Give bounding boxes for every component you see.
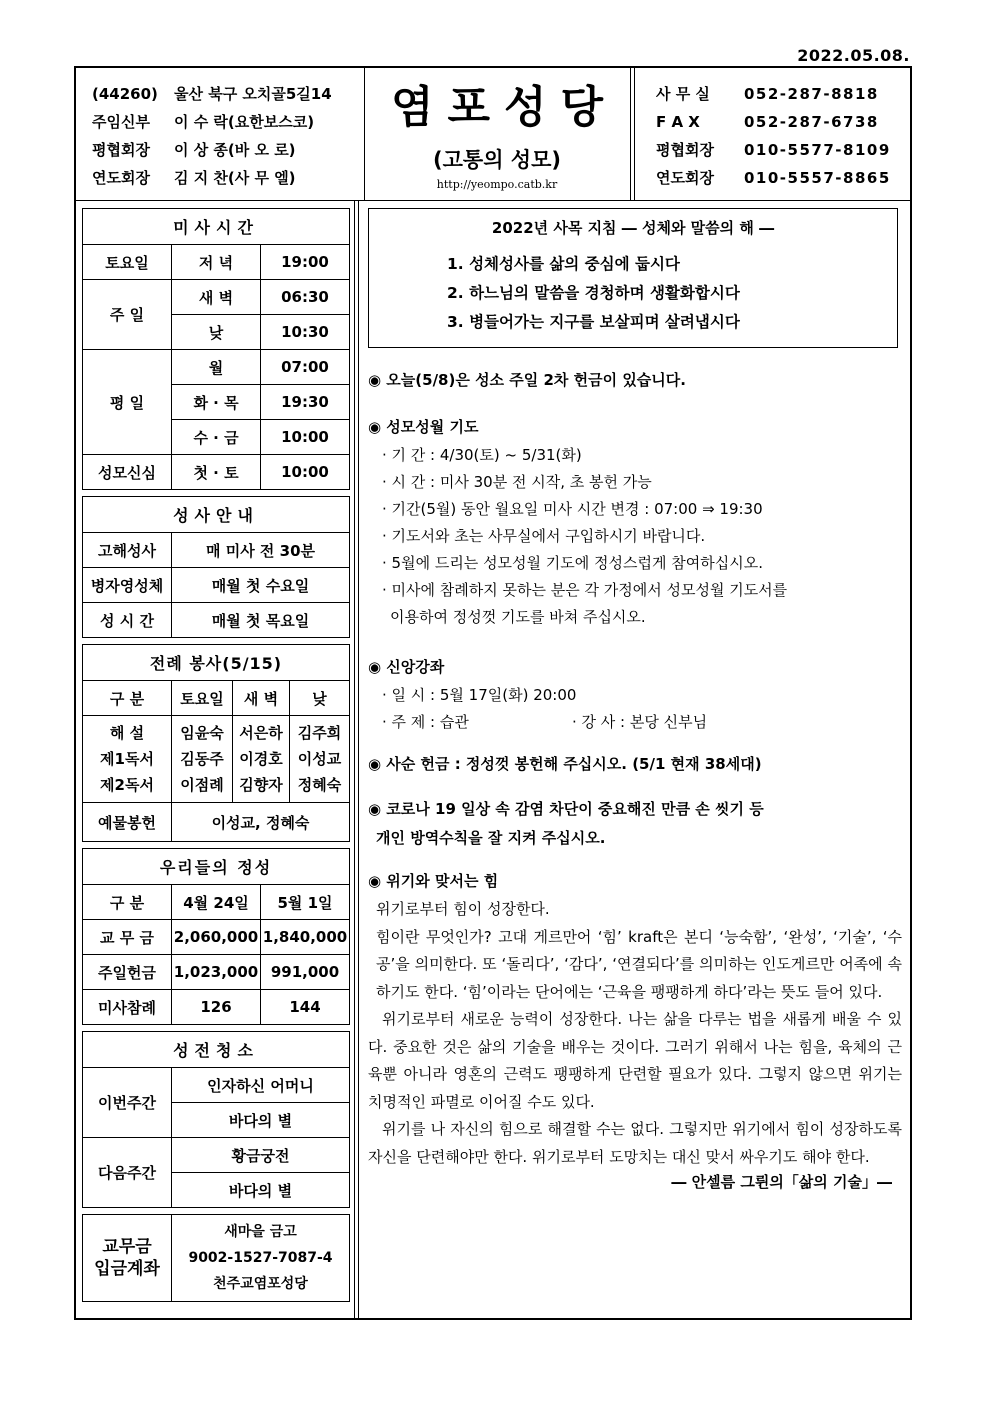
table-row: 성모신심 첫 · 토 10:00 (83, 455, 350, 490)
policy-item: 2. 하느님의 말씀을 경청하며 생활화합시다 (447, 284, 740, 302)
table-row: 교무금 입금계좌 새마을 금고 9002-1527-7087-4 천주교염포성당 (83, 1215, 350, 1302)
parish-subtitle: (고통의 성모) (433, 148, 561, 172)
info-row: 연도회장 김 지 찬(사 무 엘) (92, 169, 296, 187)
table-row: 화 · 목 19:30 (83, 385, 350, 420)
info-row: 평협회장 이 상 종(바 오 로) (92, 141, 296, 159)
notice-lent-offering: ◉ 사순 헌금 : 정성껏 봉헌해 주십시오. (5/1 현재 38세대) (368, 755, 762, 773)
table-row: 예물봉헌 이성교, 정혜숙 (83, 803, 350, 842)
parish-url[interactable]: http://yeompo.catb.kr (436, 178, 558, 191)
info-row: 주임신부 이 수 락(요한보스코) (92, 113, 315, 131)
table-row: 주 일 새 벽 06:30 (83, 280, 350, 315)
title-block (366, 68, 628, 191)
notice-faith-lecture: ◉ 신앙강좌 · 일 시 : 5월 17일(화) 20:00 · 주 제 : 습관 · 강 사 : 본당 신부님 (368, 658, 708, 731)
table-row: 수 · 금 10:00 (83, 420, 350, 455)
sacraments-table (82, 496, 350, 638)
contact-row: F A X 052-287-6738 (656, 113, 879, 131)
contact-row: 연도회장 010-5557-8865 (656, 169, 891, 187)
contact-row: 사 무 실 052-287-8818 (656, 85, 879, 103)
article-body: 위기로부터 힘이 성장한다. 힘이란 무엇인가? 고대 게르만어 ‘힘’ kraft은 본디 ‘능숙함’, ‘완성’, ‘기술’, ‘수공’을 의미한다. 또 ‘돌리다’, ‘감다’, ‘연결되다’를 의미하는 인도게르만 어족에 속하기도 한다. ‘힘’이라는 단어에는 ‘근육을 팽팽하게 하다’라는 뜻도 들어 있다. 위기로부터 새로운 능력이 성장한다. 나는 삶을 다루는 법을 새롭게 배울 수 있다. 중요한 것은 삶의 기술을 배우는 것이다. 그러기 위해서 나는 힘을, 육체의 근육뿐 아니라 영혼의 근력도 팽팽하게 단련할 필요가 있다. 그렇지 않으면 위기는 치명적인 파멸로 이어질 수도 있다. 위기를 나 자신의 힘으로 해결할 수는 없다. 그렇지만 위기에서 힘이 성장하도록 자신을 단련해야만 한다. 위기로부터 도망치는 대신 맞서 싸우기도 해야 한다. (368, 900, 902, 1166)
left-column (82, 208, 350, 1308)
contact-info (656, 80, 906, 192)
notice-covid: ◉ 코로나 19 일상 속 감염 차단이 중요해진 만큼 손 씻기 등 개인 방역수칙을 잘 지켜 주십시오. (368, 800, 764, 847)
table-row: 토요일 저 녁 19:00 (83, 245, 350, 280)
offerings-table (82, 848, 350, 1025)
mass-schedule-title: 미사시간 (83, 209, 350, 245)
parish-info (92, 80, 362, 192)
contact-row: 평협회장 010-5577-8109 (656, 141, 891, 159)
table-row: 구 분 4월 24일 5월 1일 (83, 885, 350, 920)
article-author: ― 안셀름 그륀의「삶의 기술」― (671, 1173, 892, 1191)
mass-schedule-table (82, 208, 350, 490)
article-title: ◉ 위기와 맞서는 힘 (368, 872, 499, 890)
header (76, 68, 910, 201)
table-row: 미사참례 126 144 (83, 990, 350, 1025)
policy-item: 3. 병들어가는 지구를 보살피며 살려냅시다 (447, 313, 740, 331)
bulletin-page (74, 66, 912, 1320)
policy-item: 1. 성체성사를 삶의 중심에 둡시다 (447, 255, 680, 273)
table-row: 성 시 간 매월 첫 목요일 (83, 603, 350, 638)
table-row: 병자영성체 매월 첫 수요일 (83, 568, 350, 603)
table-row: 이번주간 인자하신 어머니 (83, 1068, 350, 1103)
notice-vocation: ◉ 오늘(5/8)은 성소 주일 2차 헌금이 있습니다. (368, 371, 686, 389)
table-row: 바다의 별 (83, 1173, 350, 1208)
liturgy-service-table (82, 644, 350, 842)
notice-may-prayer: ◉ 성모성월 기도 · 기 간 : 4/30(토) ~ 5/31(화) · 시 간 : 미사 30분 전 시작, 초 봉헌 가능 · 기간(5월) 동안 월요일 미사 시간 변경 : 07:00 ⇒ 19:30 · 기도서와 초는 사무실에서 구입하시기 바랍니다. · 5월에 드리는 성모성월 기도에 정성스럽게 참여하십시오. · 미사에 참례하지 못하는 분은 각 가정에서 성모성월 기도서를 이용하여 정성껏 기도를 바쳐 주십시오. (368, 418, 788, 626)
table-row: 해 설 제1독서 제2독서 임윤숙 김동주 이점례 서은하 이경호 김향자 김주희 이성교 정혜숙 (83, 716, 350, 803)
table-row: 낮 10:30 (83, 315, 350, 350)
parish-name: 염포성당 (390, 82, 617, 133)
offerings-title: 우리들의 정성 (83, 849, 350, 885)
cleaning-table (82, 1031, 350, 1208)
cleaning-title: 성전청소 (83, 1032, 350, 1068)
liturgy-title: 전례 봉사(5/15) (83, 645, 350, 681)
info-row: (44260) 울산 북구 오치골5길14 (92, 85, 332, 103)
pastoral-policy-box (368, 208, 898, 348)
sacraments-title: 성사안내 (83, 497, 350, 533)
table-row: 교 무 금 2,060,000 1,840,000 (83, 920, 350, 955)
table-row: 다음주간 황금궁전 (83, 1138, 350, 1173)
table-row: 구 분 토요일 새 벽 낮 (83, 681, 350, 716)
policy-title: 2022년 사목 지침 ― 성체와 말씀의 해 ― (491, 219, 775, 237)
right-column (368, 208, 902, 1192)
table-row: 주일헌금 1,023,000 991,000 (83, 955, 350, 990)
article-section (368, 867, 902, 1192)
issue-date: 2022.05.08. (797, 46, 910, 65)
table-row: 바다의 별 (83, 1103, 350, 1138)
table-row: 고해성사 매 미사 전 30분 (83, 533, 350, 568)
table-row: 평 일 월 07:00 (83, 350, 350, 385)
account-table (82, 1214, 350, 1302)
